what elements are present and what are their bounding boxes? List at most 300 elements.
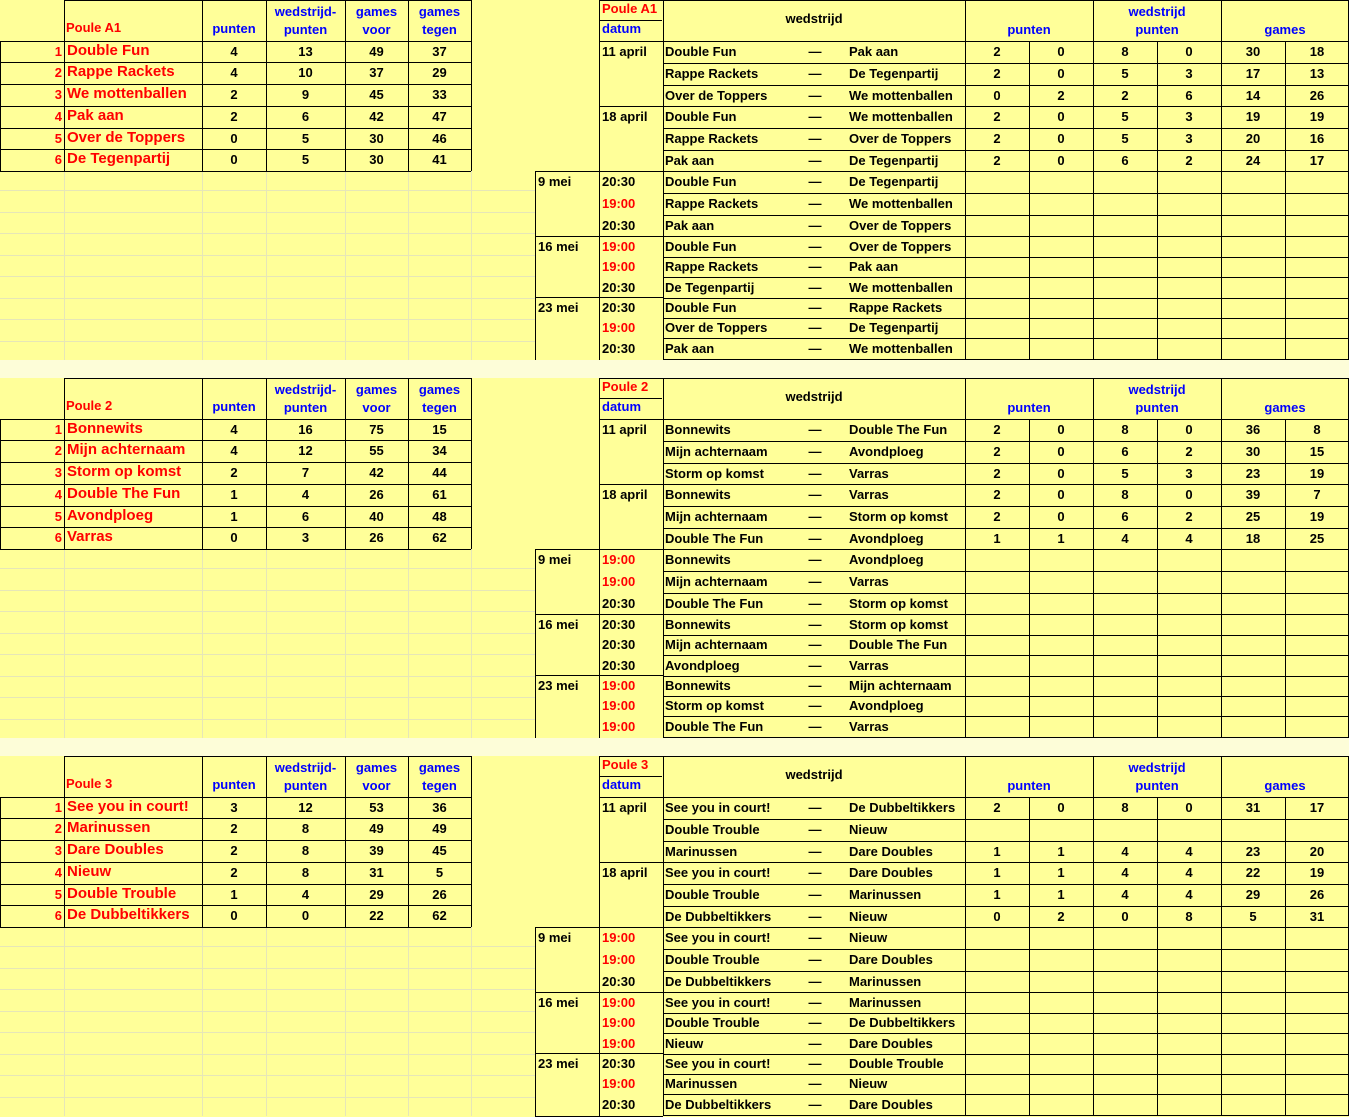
versus-dash: — <box>808 909 822 924</box>
away-team: Storm op komst <box>849 617 948 632</box>
home-team: Nieuw <box>665 1036 704 1051</box>
score-cell <box>1029 696 1093 716</box>
score-cell: 1 <box>993 887 1001 902</box>
score-cell <box>1029 949 1093 971</box>
grid-line <box>0 319 535 320</box>
score-cell <box>1221 949 1285 971</box>
versus-dash: — <box>808 1015 822 1030</box>
grid-line <box>535 171 536 360</box>
grid-line <box>202 0 203 171</box>
grid-line <box>64 171 65 360</box>
match-time: 20:30 <box>602 658 636 673</box>
grid-line <box>1093 756 1094 797</box>
home-team: Double Trouble <box>665 822 760 837</box>
score-cell <box>1029 549 1093 571</box>
home-team: Rappe Rackets <box>665 66 759 81</box>
header-punten: punten <box>1007 778 1051 793</box>
grid-line <box>663 236 1349 237</box>
grid-line <box>0 968 535 969</box>
grid-line <box>663 716 1349 717</box>
away-team: Varras <box>849 487 889 502</box>
score-cell <box>1285 819 1349 841</box>
grid-line <box>0 190 535 191</box>
score-cell: 1 <box>1057 887 1065 902</box>
versus-dash: — <box>808 930 822 945</box>
score-cell: 0 <box>1185 422 1193 437</box>
score-cell <box>1093 277 1157 298</box>
punten: 1 <box>230 509 238 524</box>
rank: 2 <box>54 443 62 458</box>
section-separator <box>0 738 1349 756</box>
grid-line <box>663 193 1349 194</box>
grid-line <box>1093 797 1094 1116</box>
grid-line <box>471 756 472 927</box>
versus-dash: — <box>808 1056 822 1071</box>
score-cell: 8 <box>1185 909 1193 924</box>
score-cell: 1 <box>1057 865 1065 880</box>
score-cell <box>1285 655 1349 676</box>
team-name: Avondploeg <box>67 507 154 524</box>
wedstrijdpunten: 7 <box>301 465 310 480</box>
games-tegen: 41 <box>432 152 447 167</box>
score-cell: 31 <box>1245 800 1261 815</box>
score-cell <box>1157 236 1221 257</box>
score-cell: 15 <box>1309 444 1325 459</box>
team-name: Bonnewits <box>67 420 143 437</box>
away-team: De Tegenpartij <box>849 66 939 81</box>
score-cell <box>1029 1074 1093 1094</box>
score-cell <box>1285 716 1349 737</box>
score-cell: 2 <box>1057 909 1065 924</box>
home-team: See you in court! <box>665 800 771 815</box>
match-time: 19:00 <box>602 678 636 693</box>
score-cell <box>1029 257 1093 277</box>
grid-line <box>599 756 600 927</box>
grid-line <box>965 756 966 1116</box>
away-team: De Tegenpartij <box>849 320 939 335</box>
grid-line <box>663 906 1349 907</box>
score-cell <box>1285 593 1349 614</box>
grid-line <box>663 1094 1349 1095</box>
punten: 0 <box>230 908 238 923</box>
score-cell <box>1285 971 1349 992</box>
wedstrijdpunten: 12 <box>298 800 313 815</box>
grid-line <box>663 992 1349 993</box>
score-cell: 18 <box>1309 44 1325 59</box>
grid-line <box>663 756 664 1116</box>
header-punten: punten <box>212 777 256 792</box>
score-cell <box>1029 1033 1093 1054</box>
score-cell <box>1285 635 1349 655</box>
away-team: Nieuw <box>849 909 888 924</box>
wedstrijdpunten: 8 <box>301 843 310 858</box>
score-cell <box>1221 571 1285 593</box>
home-team: Storm op komst <box>665 698 764 713</box>
games-voor: 49 <box>369 44 384 59</box>
rank: 1 <box>54 422 62 437</box>
games-tegen: 5 <box>435 865 444 880</box>
score-cell: 6 <box>1121 509 1129 524</box>
grid-line <box>663 150 1349 151</box>
versus-dash: — <box>808 196 822 211</box>
score-cell: 0 <box>1185 800 1193 815</box>
games-tegen: 61 <box>432 487 447 502</box>
grid-line <box>599 756 1349 757</box>
wedstrijdpunten: 6 <box>301 509 310 524</box>
games-tegen: 15 <box>432 422 447 437</box>
grid-line <box>64 378 65 549</box>
score-cell <box>1285 992 1349 1013</box>
games-voor: 45 <box>369 87 384 102</box>
grid-line <box>0 149 471 150</box>
wedstrijdpunten: 8 <box>301 865 310 880</box>
versus-dash: — <box>808 865 822 880</box>
score-cell <box>1157 1033 1221 1054</box>
team-name: See you in court! <box>67 798 189 815</box>
grid-line <box>0 654 535 655</box>
score-cell: 1 <box>993 865 1001 880</box>
score-cell: 6 <box>1185 88 1193 103</box>
score-cell <box>1157 277 1221 298</box>
score-cell: 5 <box>1121 66 1129 81</box>
header-games-tegen: tegen <box>422 22 457 37</box>
score-cell: 2 <box>993 109 1001 124</box>
grid-line <box>1285 41 1286 360</box>
match-date: 11 april <box>602 422 647 437</box>
home-team: Double The Fun <box>665 719 764 734</box>
versus-dash: — <box>808 509 822 524</box>
match-time: 20:30 <box>602 596 636 611</box>
wedstrijdpunten: 4 <box>301 887 310 902</box>
score-cell <box>1157 571 1221 593</box>
score-cell: 30 <box>1245 444 1261 459</box>
score-cell <box>1029 614 1093 635</box>
away-team: Varras <box>849 719 889 734</box>
team-name: Varras <box>67 528 113 545</box>
versus-dash: — <box>808 109 822 124</box>
grid-line <box>599 0 1349 1</box>
score-cell <box>965 696 1029 716</box>
grid-line <box>599 484 663 485</box>
grid-line <box>663 106 1349 107</box>
grid-line <box>0 818 471 819</box>
grid-line <box>0 884 471 885</box>
score-cell: 8 <box>1313 422 1321 437</box>
versus-dash: — <box>808 531 822 546</box>
games-tegen: 48 <box>432 509 447 524</box>
grid-line <box>663 506 1349 507</box>
grid-line <box>266 171 267 360</box>
punten: 2 <box>230 465 238 480</box>
grid-line <box>663 593 1349 594</box>
score-cell: 17 <box>1309 800 1325 815</box>
grid-line <box>663 85 1349 86</box>
score-cell: 23 <box>1245 466 1261 481</box>
grid-line <box>1221 378 1222 419</box>
grid-line <box>64 927 65 1116</box>
score-cell: 3 <box>1185 109 1193 124</box>
punten: 0 <box>230 131 238 146</box>
home-team: Double Fun <box>665 239 737 254</box>
rank: 4 <box>54 109 62 124</box>
games-voor: 42 <box>369 109 384 124</box>
grid-line <box>0 171 471 172</box>
score-cell <box>965 675 1029 696</box>
games-tegen: 26 <box>432 887 447 902</box>
away-team: Marinussen <box>849 974 922 989</box>
score-cell <box>965 193 1029 215</box>
grid-line <box>663 655 1349 656</box>
score-cell <box>1029 318 1093 338</box>
header-wedstrijd: wedstrijd <box>785 389 843 404</box>
punten: 0 <box>230 152 238 167</box>
score-cell: 1 <box>993 531 1001 546</box>
score-cell <box>965 571 1029 593</box>
score-cell <box>1285 297 1349 318</box>
grid-line <box>0 41 471 42</box>
home-team: See you in court! <box>665 1056 771 1071</box>
grid-line <box>1029 41 1030 360</box>
team-name: Mijn achternaam <box>67 441 186 458</box>
versus-dash: — <box>808 131 822 146</box>
score-cell: 0 <box>1057 422 1065 437</box>
team-name: Marinussen <box>67 819 151 836</box>
grid-line <box>1285 419 1286 738</box>
home-team: Over de Toppers <box>665 88 768 103</box>
games-tegen: 33 <box>432 87 447 102</box>
team-name: Dare Doubles <box>67 841 164 858</box>
versus-dash: — <box>808 1036 822 1051</box>
versus-dash: — <box>808 995 822 1010</box>
score-cell: 8 <box>1121 487 1129 502</box>
away-team: Varras <box>849 466 889 481</box>
match-time: 19:00 <box>602 574 636 589</box>
score-cell <box>1157 716 1221 737</box>
score-cell <box>1157 549 1221 571</box>
grid-line <box>1221 797 1222 1116</box>
score-cell: 0 <box>1057 487 1065 502</box>
grid-line <box>1029 797 1030 1116</box>
grid-line <box>1221 756 1222 797</box>
away-team: Double Trouble <box>849 1056 944 1071</box>
match-time: 20:30 <box>602 637 636 652</box>
score-cell <box>1093 696 1157 716</box>
grid-line <box>599 171 600 360</box>
grid-line <box>408 756 409 927</box>
away-team: De Dubbeltikkers <box>849 1015 956 1030</box>
games-tegen: 47 <box>432 109 447 124</box>
rank: 3 <box>54 465 62 480</box>
grid-line <box>0 797 1 927</box>
grid-line <box>266 549 267 738</box>
grid-line <box>0 298 535 299</box>
score-cell <box>1157 257 1221 277</box>
score-cell <box>965 593 1029 614</box>
grid-line <box>599 419 1349 420</box>
score-cell <box>1157 593 1221 614</box>
score-cell <box>1093 171 1157 193</box>
team-name: Over de Toppers <box>67 129 186 146</box>
grid-line <box>663 676 1349 677</box>
games-tegen: 37 <box>432 44 447 59</box>
team-name: Double Fun <box>67 42 150 59</box>
score-cell <box>1285 927 1349 949</box>
games-voor: 37 <box>369 65 384 80</box>
home-team: Double Fun <box>665 174 737 189</box>
wedstrijdpunten: 4 <box>301 487 310 502</box>
score-cell: 39 <box>1245 487 1261 502</box>
score-cell: 19 <box>1309 466 1325 481</box>
score-cell <box>1157 171 1221 193</box>
schedule-title: Poule 2 <box>602 379 649 394</box>
score-cell: 2 <box>993 800 1001 815</box>
home-team: De Dubbeltikkers <box>665 974 772 989</box>
home-team: Double The Fun <box>665 531 764 546</box>
away-team: Varras <box>849 658 889 673</box>
grid-line <box>663 528 1349 529</box>
header-games-tegen: games <box>418 382 461 397</box>
grid-line <box>599 41 663 42</box>
score-cell: 18 <box>1245 531 1261 546</box>
home-team: Bonnewits <box>665 617 731 632</box>
team-name: Double The Fun <box>67 485 181 502</box>
score-cell <box>1221 614 1285 635</box>
grid-line <box>0 611 535 612</box>
score-cell <box>1221 593 1285 614</box>
rank: 1 <box>54 44 62 59</box>
score-cell <box>1093 819 1157 841</box>
grid-line <box>0 697 535 698</box>
score-cell: 4 <box>1185 887 1193 902</box>
score-cell: 0 <box>1057 466 1065 481</box>
score-cell <box>1221 257 1285 277</box>
grid-line <box>1093 419 1094 738</box>
score-cell: 0 <box>1057 66 1065 81</box>
home-team: De Tegenpartij <box>665 280 755 295</box>
grid-line <box>599 927 600 1116</box>
score-cell: 4 <box>1121 887 1129 902</box>
versus-dash: — <box>808 844 822 859</box>
match-time: 20:30 <box>602 174 636 189</box>
grid-line <box>0 62 471 63</box>
score-cell <box>1221 215 1285 236</box>
grid-line <box>0 106 471 107</box>
grid-line <box>1093 41 1094 360</box>
games-voor: 30 <box>369 152 384 167</box>
grid-line <box>0 341 535 342</box>
versus-dash: — <box>808 44 822 59</box>
grid-line <box>663 696 1349 697</box>
grid-line <box>0 633 535 634</box>
header-games: games <box>1264 22 1306 37</box>
score-cell: 8 <box>1121 800 1129 815</box>
score-cell: 4 <box>1185 531 1193 546</box>
grid-line <box>663 1074 1349 1075</box>
score-cell <box>965 277 1029 298</box>
schedule-title: Poule 3 <box>602 757 649 772</box>
score-cell <box>1221 675 1285 696</box>
punten: 2 <box>230 865 238 880</box>
away-team: Pak aan <box>849 44 899 59</box>
score-cell <box>965 949 1029 971</box>
score-cell <box>1157 949 1221 971</box>
grid-line <box>0 905 471 906</box>
away-team: Dare Doubles <box>849 1036 933 1051</box>
rank: 1 <box>54 800 62 815</box>
score-cell <box>1221 1094 1285 1115</box>
grid-line <box>266 756 267 927</box>
versus-dash: — <box>808 974 822 989</box>
score-cell <box>1285 571 1349 593</box>
score-cell: 8 <box>1121 422 1129 437</box>
score-cell <box>965 1033 1029 1054</box>
grid-line <box>663 1054 1349 1055</box>
match-date: 11 april <box>602 800 647 815</box>
header-games-tegen: tegen <box>422 778 457 793</box>
home-team: See you in court! <box>665 995 771 1010</box>
header-games-voor: games <box>355 382 398 397</box>
away-team: Avondploeg <box>849 552 924 567</box>
score-cell: 2 <box>993 487 1001 502</box>
match-time: 19:00 <box>602 719 636 734</box>
score-cell <box>1157 655 1221 676</box>
games-tegen: 29 <box>432 65 447 80</box>
standings-title: Poule 3 <box>66 776 113 791</box>
versus-dash: — <box>808 637 822 652</box>
grid-line <box>345 756 346 927</box>
match-date: 9 mei <box>538 174 572 189</box>
home-team: Marinussen <box>665 844 738 859</box>
grid-line <box>663 171 1349 172</box>
score-cell: 2 <box>993 131 1001 146</box>
score-cell <box>1221 716 1285 737</box>
away-team: Nieuw <box>849 822 888 837</box>
home-team: Rappe Rackets <box>665 131 759 146</box>
home-team: Mijn achternaam <box>665 444 768 459</box>
score-cell <box>1221 193 1285 215</box>
score-cell <box>965 1053 1029 1074</box>
score-cell: 0 <box>1057 44 1065 59</box>
score-cell: 2 <box>993 422 1001 437</box>
score-cell <box>1029 635 1093 655</box>
score-cell <box>1285 338 1349 359</box>
games-voor: 53 <box>369 800 384 815</box>
score-cell: 19 <box>1309 509 1325 524</box>
pool-panel <box>0 756 1349 1116</box>
grid-line <box>408 378 409 549</box>
score-cell <box>1029 297 1093 318</box>
score-cell: 6 <box>1121 153 1129 168</box>
match-time: 19:00 <box>602 952 636 967</box>
header-wedstrijdpunten: punten <box>283 778 328 793</box>
wedstrijdpunten: 3 <box>301 530 310 545</box>
score-cell: 19 <box>1309 865 1325 880</box>
versus-dash: — <box>808 822 822 837</box>
away-team: Double The Fun <box>849 637 948 652</box>
versus-dash: — <box>808 153 822 168</box>
grid-line <box>599 378 1349 379</box>
score-cell <box>1221 277 1285 298</box>
match-time: 19:00 <box>602 196 636 211</box>
score-cell: 2 <box>993 153 1001 168</box>
grid-line <box>0 527 471 528</box>
score-cell: 0 <box>1121 909 1129 924</box>
games-voor: 40 <box>369 509 384 524</box>
home-team: Storm op komst <box>665 466 764 481</box>
score-cell: 36 <box>1245 422 1261 437</box>
score-cell <box>1029 193 1093 215</box>
score-cell <box>965 318 1029 338</box>
